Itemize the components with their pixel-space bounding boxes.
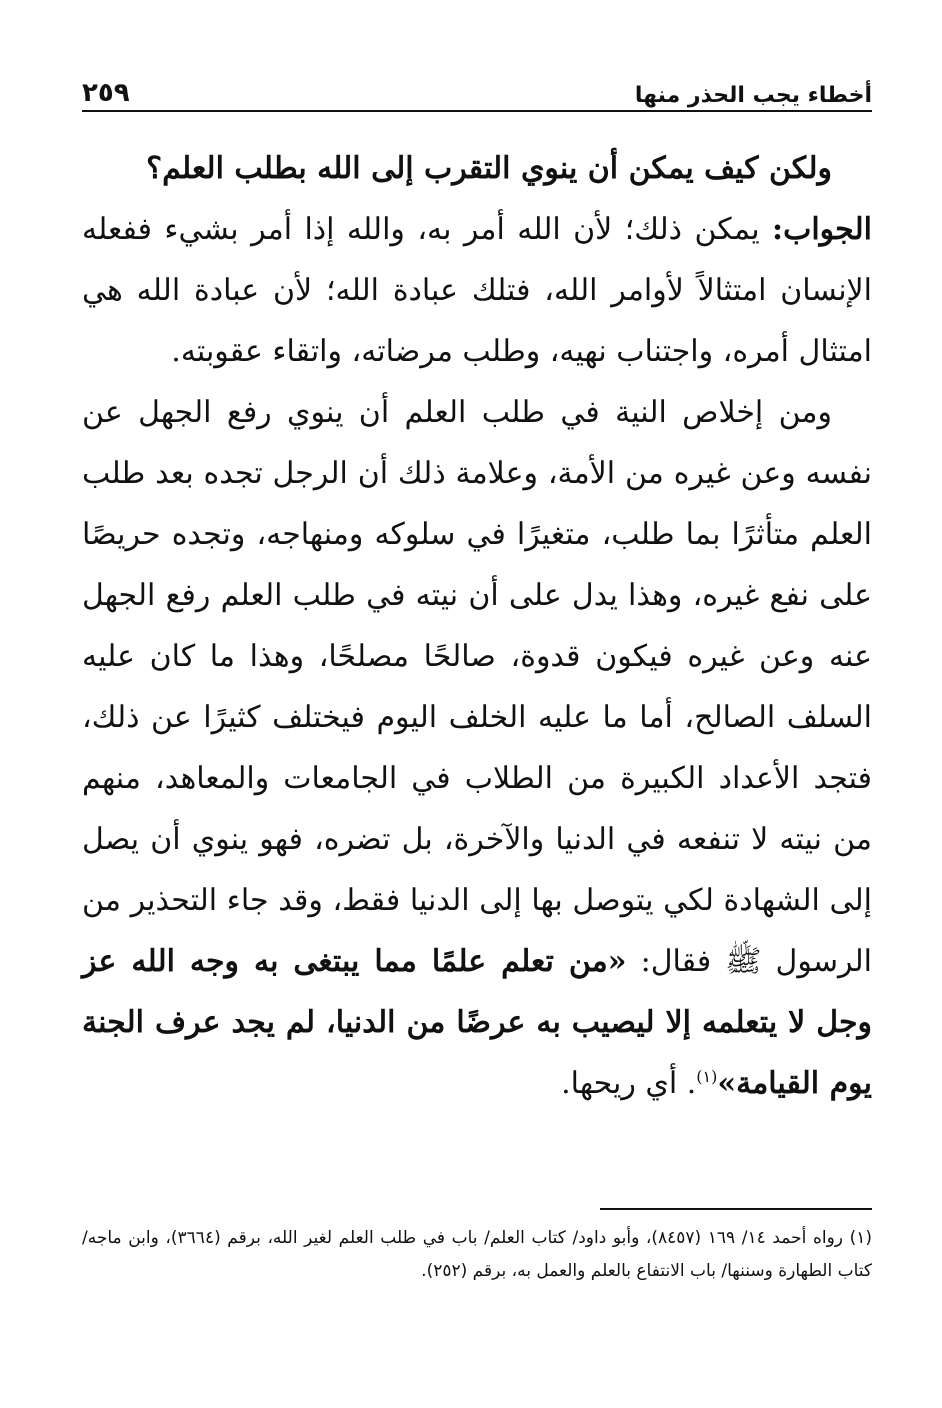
footnote-text: رواه أحمد ١٤/ ١٦٩ (٨٤٥٧)، وأبو داود/ كتاب العلم/ باب في طلب العلم لغير الله، برقم (٣٦٦٤)، وابن ماجه/ كتاب الطهارة وسننها/ باب الانتفاع بالعلم والعمل به، برقم (٢٥٢). xyxy=(82,1228,872,1281)
footnote-marker: (١) xyxy=(849,1228,873,1248)
answer-paragraph xyxy=(82,199,872,382)
running-head: أخطاء يجب الحذر منها xyxy=(634,83,872,108)
header-divider xyxy=(82,110,872,112)
page-header xyxy=(82,62,872,108)
paragraph-text: ومن إخلاص النية في طلب العلم أن ينوي رفع الجهل عن نفسه وعن غيره من الأمة، وعلامة ذلك أن الرجل تجده بعد طلب العلم متأثرًا بما طلب، متغيرًا في سلوكه ومنهاجه، وتجده حريصًا على نفع غيره، وهذا يدل على أن نيته في طلب العلم رفع الجهل عنه وعن غيره فيكون قدوة، صالحًا مصلحًا، وهذا ما كان عليه السلف الصالح، أما ما عليه الخلف اليوم فيختلف كثيرًا عن ذلك، فتجد الأعداد الكبيرة من الطلاب في الجامعات والمعاهد، منهم من نيته لا تنفعه في الدنيا والآخرة، بل تضره، فهو ينوي أن يصل إلى الشهادة لكي يتوصل بها إلى الدنيا فقط، وقد جاء التحذير من الرسول ﷺ فقال: xyxy=(82,395,872,979)
main-text xyxy=(82,138,872,1114)
footnote-divider xyxy=(600,1208,872,1210)
footnote-reference[interactable]: (١) xyxy=(696,1067,718,1086)
footnotes-section xyxy=(82,1222,872,1288)
hadith-quote: «من تعلم علمًا مما يبتغى به وجه الله عز وجل لا يتعلمه إلا ليصيب به عرضًا من الدنيا، لم يجد عرف الجنة يوم القيامة» xyxy=(82,944,872,1101)
paragraph-ending: . أي ريحها. xyxy=(561,1066,697,1101)
page-number: ٢٥٩ xyxy=(82,78,130,108)
answer-label: الجواب: xyxy=(772,212,872,247)
answer-text: يمكن ذلك؛ لأن الله أمر به، والله إذا أمر بشيء ففعله الإنسان امتثالاً لأوامر الله، فتلك عبادة الله؛ لأن عبادة الله هي امتثال أمره، واجتناب نهيه، وطلب مرضاته، واتقاء عقوبته. xyxy=(82,212,872,369)
footnote-item xyxy=(82,1222,872,1288)
question-heading: ولكن كيف يمكن أن ينوي التقرب إلى الله بطلب العلم؟ xyxy=(146,151,832,186)
sincerity-paragraph xyxy=(82,382,872,1114)
